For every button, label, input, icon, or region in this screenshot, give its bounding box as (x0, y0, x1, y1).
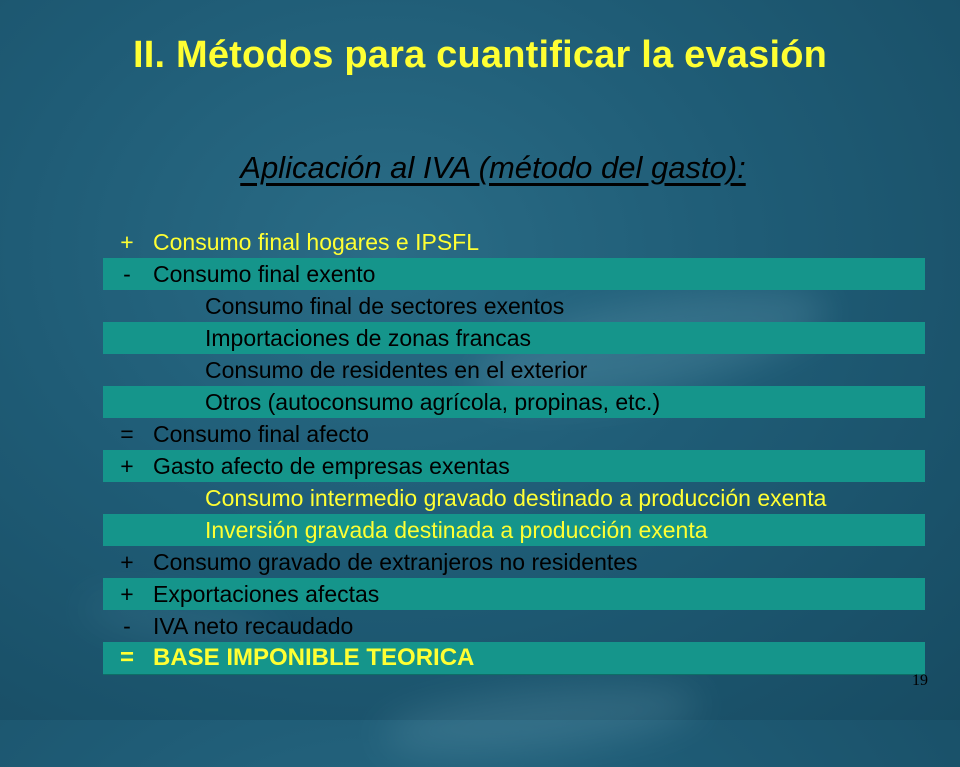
table-row (103, 418, 925, 450)
row-label: Consumo final de sectores exentos (205, 293, 565, 319)
row-label: Consumo final exento (153, 261, 376, 287)
table-row (103, 578, 925, 610)
table-row (103, 226, 925, 258)
row-label: IVA neto recaudado (153, 613, 354, 639)
row-operator: - (123, 613, 131, 639)
page-number: 19 (912, 672, 928, 689)
table-row (103, 386, 925, 418)
row-operator: + (120, 549, 134, 575)
table-row (103, 354, 925, 386)
row-operator: - (123, 261, 131, 287)
row-label: Importaciones de zonas francas (205, 325, 532, 351)
table-row (103, 546, 925, 578)
slide-title: II. Métodos para cuantificar la evasión (132, 34, 828, 76)
row-operator: = (119, 644, 134, 671)
table-row-total (103, 642, 925, 675)
row-label: BASE IMPONIBLE TEORICA (153, 644, 475, 671)
row-label: Consumo final hogares e IPSFL (153, 229, 480, 255)
table-row (103, 482, 925, 514)
row-operator: = (120, 421, 134, 447)
row-label: Consumo intermedio gravado destinado a producción exenta (205, 485, 827, 511)
slide-subtitle: Aplicación al IVA (método del gasto): (240, 150, 746, 185)
row-label: Consumo de residentes en el exterior (205, 357, 588, 383)
row-operator: + (120, 453, 134, 479)
table-row (103, 258, 925, 290)
row-operator: + (120, 229, 134, 255)
row-label: Otros (autoconsumo agrícola, propinas, etc.) (205, 389, 661, 415)
table-row (103, 514, 925, 546)
row-operator: + (120, 581, 134, 607)
table-row (103, 290, 925, 322)
background-swoosh (378, 673, 703, 766)
row-label: Exportaciones afectas (153, 581, 380, 607)
row-label: Consumo final afecto (153, 421, 370, 447)
table-row (103, 450, 925, 482)
row-label: Consumo gravado de extranjeros no residentes (153, 549, 638, 575)
row-label: Inversión gravada destinada a producción exenta (205, 517, 708, 543)
table-row (103, 610, 925, 642)
table-row (103, 322, 925, 354)
expense-method-table (103, 226, 925, 675)
row-label: Gasto afecto de empresas exentas (153, 453, 510, 479)
